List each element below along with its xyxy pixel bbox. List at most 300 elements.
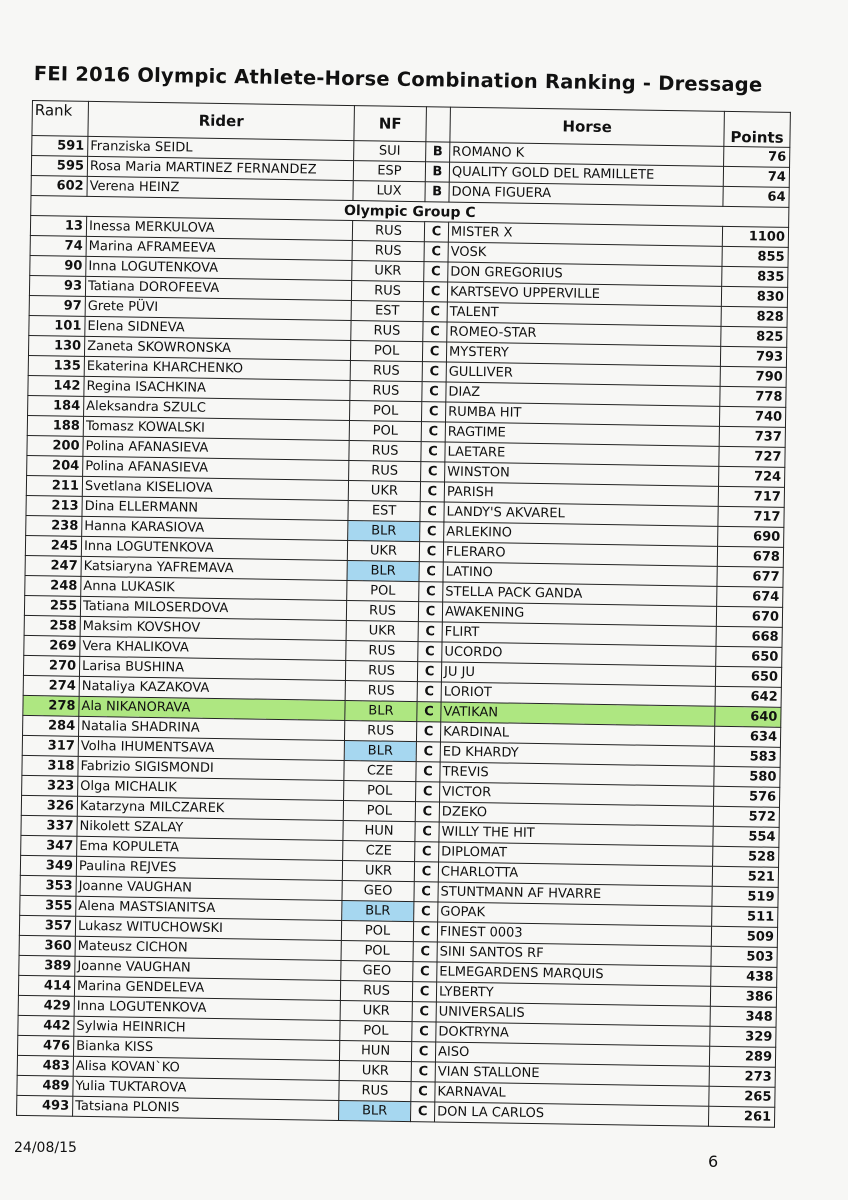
rank-cell: 414 <box>18 975 74 996</box>
rank-cell: 349 <box>20 855 76 876</box>
nf-cell: UKR <box>342 860 414 881</box>
horse-cell: DON GREGORIUS <box>448 262 722 286</box>
horse-cell: ED KHARDY <box>440 742 714 766</box>
rank-cell: 317 <box>22 735 78 756</box>
points-cell: 554 <box>713 826 779 847</box>
points-cell: 677 <box>717 566 783 587</box>
nf-cell: RUS <box>345 660 417 681</box>
nf-cell: CZE <box>343 840 415 861</box>
group-cell: C <box>418 602 442 622</box>
group-cell: C <box>415 822 439 842</box>
ranking-table <box>16 100 791 1128</box>
rank-cell: 247 <box>25 555 81 576</box>
group-cell: C <box>411 1082 435 1102</box>
group-cell: C <box>413 962 437 982</box>
rider-cell: Dina ELLERMANN <box>82 496 348 520</box>
group-c-body <box>17 215 789 1127</box>
nf-cell: POL <box>347 581 419 602</box>
points-cell: 511 <box>712 906 778 927</box>
points-cell: 670 <box>716 606 782 627</box>
rank-cell: 360 <box>19 935 75 956</box>
group-cell: C <box>422 342 446 362</box>
rider-cell: Joanne VAUGHAN <box>76 876 342 900</box>
points-cell: 717 <box>718 486 784 507</box>
rank-cell: 442 <box>18 1015 74 1036</box>
horse-cell: MISTER X <box>448 222 722 246</box>
rider-cell: Volha IHUMENTSAVA <box>78 736 344 760</box>
points-cell: 793 <box>720 346 786 367</box>
group-cell: C <box>411 1102 435 1122</box>
rank-cell: 323 <box>22 775 78 796</box>
rider-cell: Katarzyna MILCZAREK <box>77 796 343 820</box>
group-cell: C <box>420 522 444 542</box>
points-cell: 650 <box>716 646 782 667</box>
nf-cell: BLR <box>344 740 416 761</box>
rider-cell: Ema KOPULETA <box>77 836 343 860</box>
rank-cell: 355 <box>20 895 76 916</box>
rank-cell: 483 <box>17 1055 73 1076</box>
rider-cell: Nataliya KAZAKOVA <box>79 676 345 700</box>
group-cell: C <box>424 242 448 262</box>
nf-cell: LUX <box>353 181 425 202</box>
nf-cell: RUS <box>349 461 421 482</box>
group-cell: C <box>414 902 438 922</box>
rider-cell: Rosa Maria MARTINEZ FERNANDEZ <box>87 156 353 180</box>
nf-cell: GEO <box>342 880 414 901</box>
points-cell: 261 <box>708 1106 774 1127</box>
nf-cell: POL <box>340 1020 412 1041</box>
nf-cell: BLR <box>348 521 420 542</box>
horse-cell: ROMANO K <box>450 142 724 166</box>
group-cell: B <box>426 142 450 162</box>
horse-cell: QUALITY GOLD DEL RAMILLETE <box>449 162 723 186</box>
rank-cell: 602 <box>31 175 87 196</box>
points-cell: 690 <box>718 526 784 547</box>
horse-cell: FLERARO <box>443 542 717 566</box>
rider-cell: Alisa KOVAN`KO <box>73 1056 339 1080</box>
group-cell: C <box>419 562 443 582</box>
horse-cell: LANDY'S AKVAREL <box>444 502 718 526</box>
group-cell: C <box>417 682 441 702</box>
points-cell: 329 <box>710 1026 776 1047</box>
nf-cell: POL <box>341 920 413 941</box>
group-cell: C <box>419 582 443 602</box>
horse-cell: DOKTRYNA <box>436 1022 710 1046</box>
points-cell: 386 <box>710 986 776 1007</box>
group-cell: C <box>424 262 448 282</box>
horse-cell: GULLIVER <box>446 362 720 386</box>
rider-cell: Bianka KISS <box>73 1036 339 1060</box>
rider-cell: Inna LOGUTENKOVA <box>86 256 352 280</box>
group-cell: C <box>423 282 447 302</box>
nf-cell: RUS <box>349 441 421 462</box>
footer-date: 24/08/15 <box>14 1140 77 1156</box>
group-cell: C <box>412 1002 436 1022</box>
horse-cell: FLIRT <box>442 622 716 646</box>
points-cell: 790 <box>720 366 786 387</box>
rank-cell: 188 <box>27 415 83 436</box>
points-cell: 273 <box>709 1066 775 1087</box>
group-cell: C <box>411 1062 435 1082</box>
points-cell: 640 <box>715 706 781 727</box>
nf-cell: POL <box>349 421 421 442</box>
group-cell: C <box>417 662 441 682</box>
header-horse: Horse <box>450 107 725 146</box>
group-cell: C <box>412 982 436 1002</box>
nf-cell: RUS <box>351 281 423 302</box>
nf-cell: RUS <box>350 381 422 402</box>
horse-cell: VICTOR <box>440 782 714 806</box>
group-cell: C <box>411 1042 435 1062</box>
rider-cell: Grete PÜVI <box>85 296 351 320</box>
rider-cell: Joanne VAUGHAN <box>75 956 341 980</box>
rider-cell: Marina AFRAMEEVA <box>86 236 352 260</box>
nf-cell: EST <box>351 301 423 322</box>
horse-cell: PARISH <box>444 482 718 506</box>
rider-cell: Lukasz WITUCHOWSKI <box>75 916 341 940</box>
points-cell: 835 <box>722 266 788 287</box>
rank-cell: 74 <box>30 235 86 256</box>
horse-cell: DIPLOMAT <box>439 842 713 866</box>
rank-cell: 200 <box>27 435 83 456</box>
points-cell: 76 <box>724 146 790 167</box>
rider-cell: Mateusz CICHON <box>75 936 341 960</box>
rider-cell: Hanna KARASIOVA <box>82 516 348 540</box>
rank-cell: 258 <box>24 615 80 636</box>
group-cell: C <box>414 862 438 882</box>
points-cell: 572 <box>713 806 779 827</box>
rank-cell: 591 <box>32 136 88 157</box>
rank-cell: 238 <box>26 515 82 536</box>
rank-cell: 274 <box>23 675 79 696</box>
points-cell: 583 <box>714 746 780 767</box>
group-cell: C <box>420 502 444 522</box>
horse-cell: AISO <box>435 1042 709 1066</box>
rider-cell: Vera KHALIKOVA <box>80 636 346 660</box>
points-cell: 576 <box>713 786 779 807</box>
points-cell: 825 <box>721 326 787 347</box>
rider-cell: Sylwia HEINRICH <box>74 1016 340 1040</box>
rank-cell: 389 <box>19 955 75 976</box>
horse-cell: AWAKENING <box>442 602 716 626</box>
rank-cell: 135 <box>28 355 84 376</box>
page-number: 6 <box>708 1152 719 1171</box>
horse-cell: WILLY THE HIT <box>439 822 713 846</box>
horse-cell: LAETARE <box>445 442 719 466</box>
nf-cell: UKR <box>339 1060 411 1081</box>
rider-cell: Aleksandra SZULC <box>84 396 350 420</box>
nf-cell: SUI <box>354 141 426 162</box>
horse-cell: KARTSEVO UPPERVILLE <box>447 282 721 306</box>
header-nf: NF <box>354 106 427 142</box>
rider-cell: Inna LOGUTENKOVA <box>74 996 340 1020</box>
rank-cell: 90 <box>30 255 86 276</box>
points-cell: 265 <box>709 1086 775 1107</box>
points-cell: 668 <box>716 626 782 647</box>
rider-cell: Natalia SHADRINA <box>79 716 345 740</box>
horse-cell: WINSTON <box>445 462 719 486</box>
points-cell: 521 <box>712 866 778 887</box>
nf-cell: POL <box>344 780 416 801</box>
nf-cell: BLR <box>339 1100 411 1121</box>
nf-cell: RUS <box>344 720 416 741</box>
rank-cell: 595 <box>31 156 87 177</box>
rank-cell: 429 <box>18 995 74 1016</box>
points-cell: 438 <box>711 966 777 987</box>
rider-cell: Inessa MERKULOVA <box>86 216 352 240</box>
points-cell: 727 <box>719 446 785 467</box>
rank-cell: 270 <box>23 655 79 676</box>
points-cell: 674 <box>717 586 783 607</box>
nf-cell: POL <box>343 800 415 821</box>
rank-cell: 284 <box>23 715 79 736</box>
points-cell: 528 <box>713 846 779 867</box>
rider-cell: Inna LOGUTENKOVA <box>81 536 347 560</box>
header-points: Points <box>724 111 791 147</box>
rider-cell: Tatiana MILOSERDOVA <box>80 596 346 620</box>
rider-cell: Elena SIDNEVA <box>85 316 351 340</box>
rank-cell: 184 <box>28 395 84 416</box>
horse-cell: JU JU <box>441 662 715 686</box>
rider-cell: Verena HEINZ <box>87 176 353 200</box>
nf-cell: BLR <box>347 561 419 582</box>
horse-cell: STUNTMANN AF HVARRE <box>438 882 712 906</box>
nf-cell: RUS <box>345 680 417 701</box>
points-cell: 642 <box>715 686 781 707</box>
points-cell: 724 <box>719 466 785 487</box>
rank-cell: 357 <box>19 915 75 936</box>
horse-cell: LATINO <box>443 562 717 586</box>
group-cell: C <box>422 382 446 402</box>
horse-cell: SINI SANTOS RF <box>437 942 711 966</box>
nf-cell: BLR <box>345 700 417 721</box>
rank-cell: 213 <box>26 495 82 516</box>
horse-cell: LYBERTY <box>436 982 710 1006</box>
rank-cell: 476 <box>17 1035 73 1056</box>
group-cell: C <box>415 802 439 822</box>
points-cell: 740 <box>719 406 785 427</box>
nf-cell: RUS <box>351 321 423 342</box>
rank-cell: 326 <box>21 795 77 816</box>
rider-cell: Marina GENDELEVA <box>74 976 340 1000</box>
nf-cell: CZE <box>344 760 416 781</box>
nf-cell: RUS <box>352 241 424 262</box>
nf-cell: HUN <box>343 820 415 841</box>
group-cell: C <box>416 782 440 802</box>
points-cell: 634 <box>714 726 780 747</box>
nf-cell: UKR <box>340 1000 412 1021</box>
rider-cell: Svetlana KISELIOVA <box>82 476 348 500</box>
group-cell: C <box>421 442 445 462</box>
page-title: FEI 2016 Olympic Athlete-Horse Combination Ranking - Dressage <box>33 62 763 97</box>
rider-cell: Maksim KOVSHOV <box>80 616 346 640</box>
points-cell: 717 <box>718 506 784 527</box>
rank-cell: 245 <box>25 535 81 556</box>
group-cell: C <box>413 942 437 962</box>
points-cell: 74 <box>723 166 789 187</box>
group-cell: C <box>413 922 437 942</box>
nf-cell: RUS <box>350 361 422 382</box>
rider-cell: Larisa BUSHINA <box>79 656 345 680</box>
points-cell: 289 <box>709 1046 775 1067</box>
points-cell: 1100 <box>722 226 788 247</box>
rank-cell: 101 <box>29 315 85 336</box>
group-cell: C <box>421 462 445 482</box>
rank-cell: 269 <box>24 635 80 656</box>
points-cell: 678 <box>717 546 783 567</box>
horse-cell: UCORDO <box>442 642 716 666</box>
horse-cell: UNIVERSALIS <box>436 1002 710 1026</box>
points-cell: 828 <box>721 306 787 327</box>
horse-cell: KARDINAL <box>440 722 714 746</box>
nf-cell: POL <box>341 940 413 961</box>
group-cell: C <box>415 842 439 862</box>
nf-cell: HUN <box>339 1040 411 1061</box>
horse-cell: VIAN STALLONE <box>435 1062 709 1086</box>
rank-cell: 493 <box>17 1095 73 1116</box>
horse-cell: RUMBA HIT <box>445 402 719 426</box>
rank-cell: 353 <box>20 875 76 896</box>
horse-cell: LORIOT <box>441 682 715 706</box>
rank-cell: 97 <box>29 295 85 316</box>
horse-cell: CHARLOTTA <box>438 862 712 886</box>
rank-cell: 204 <box>27 455 83 476</box>
rider-cell: Zaneta SKOWRONSKA <box>84 336 350 360</box>
rank-cell: 278 <box>23 695 79 716</box>
points-cell: 509 <box>711 926 777 947</box>
horse-cell: DZEKO <box>439 802 713 826</box>
rank-cell: 318 <box>22 755 78 776</box>
nf-cell: BLR <box>342 900 414 921</box>
points-cell: 503 <box>711 946 777 967</box>
group-cell: C <box>422 362 446 382</box>
nf-cell: RUS <box>352 221 424 242</box>
rider-cell: Yulia TUKTAROVA <box>73 1076 339 1100</box>
horse-cell: KARNAVAL <box>435 1082 709 1106</box>
group-cell: C <box>412 1022 436 1042</box>
group-cell: C <box>416 742 440 762</box>
nf-cell: EST <box>348 501 420 522</box>
horse-cell: MYSTERY <box>446 342 720 366</box>
points-cell: 580 <box>714 766 780 787</box>
group-cell: B <box>425 162 449 182</box>
group-cell: C <box>419 542 443 562</box>
header-rider: Rider <box>88 101 355 140</box>
rider-cell: Paulina REJVES <box>76 856 342 880</box>
points-cell: 348 <box>710 1006 776 1027</box>
horse-cell: DONA FIGUERA <box>449 182 723 206</box>
nf-cell: RUS <box>346 640 418 661</box>
horse-cell: FINEST 0003 <box>437 922 711 946</box>
rank-cell: 347 <box>21 835 77 856</box>
rider-cell: Polina AFANASIEVA <box>83 456 349 480</box>
points-cell: 778 <box>720 386 786 407</box>
rank-cell: 255 <box>24 595 80 616</box>
horse-cell: TREVIS <box>440 762 714 786</box>
group-c-label: Olympic Group C <box>31 195 789 227</box>
rank-cell: 13 <box>30 215 86 236</box>
points-cell: 737 <box>719 426 785 447</box>
group-cell: C <box>418 622 442 642</box>
nf-cell: UKR <box>348 481 420 502</box>
nf-cell: RUS <box>339 1080 411 1101</box>
horse-cell: STELLA PACK GANDA <box>443 582 717 606</box>
horse-cell: ELMEGARDENS MARQUIS <box>437 962 711 986</box>
points-cell: 855 <box>722 246 788 267</box>
rider-cell: Tomasz KOWALSKI <box>83 416 349 440</box>
rider-cell: Katsiaryna YAFREMAVA <box>81 556 347 580</box>
rank-cell: 93 <box>29 275 85 296</box>
rank-cell: 211 <box>26 475 82 496</box>
rank-cell: 142 <box>28 375 84 396</box>
nf-cell: POL <box>350 341 422 362</box>
group-cell: C <box>423 302 447 322</box>
horse-cell: GOPAK <box>438 902 712 926</box>
points-cell: 650 <box>715 666 781 687</box>
nf-cell: RUS <box>340 980 412 1001</box>
nf-cell: ESP <box>353 161 425 182</box>
rider-cell: Alena MASTSIANITSA <box>76 896 342 920</box>
points-cell: 830 <box>721 286 787 307</box>
group-cell: C <box>423 322 447 342</box>
nf-cell: UKR <box>347 541 419 562</box>
horse-cell: VOSK <box>448 242 722 266</box>
nf-cell: RUS <box>346 601 418 622</box>
rider-cell: Tatiana DOROFEEVA <box>85 276 351 300</box>
group-cell: C <box>414 882 438 902</box>
group-cell: C <box>424 222 448 242</box>
group-cell: C <box>421 422 445 442</box>
horse-cell: ARLEKINO <box>444 522 718 546</box>
group-cell: C <box>420 482 444 502</box>
rider-cell: Olga MICHALIK <box>78 776 344 800</box>
group-cell: C <box>417 702 441 722</box>
ranking-sheet <box>16 100 792 1128</box>
points-cell: 519 <box>712 886 778 907</box>
rider-cell: Polina AFANASIEVA <box>83 436 349 460</box>
rider-cell: Tatsiana PLONIS <box>73 1096 339 1120</box>
header-group <box>426 107 451 142</box>
rider-cell: Nikolett SZALAY <box>77 816 343 840</box>
horse-cell: RAGTIME <box>445 422 719 446</box>
nf-cell: POL <box>350 401 422 422</box>
group-cell: C <box>416 722 440 742</box>
horse-cell: VATIKAN <box>441 702 715 726</box>
nf-cell: GEO <box>341 960 413 981</box>
rider-cell: Ekaterina KHARCHENKO <box>84 356 350 380</box>
horse-cell: TALENT <box>447 302 721 326</box>
rider-cell: Anna LUKASIK <box>81 576 347 600</box>
nf-cell: UKR <box>346 621 418 642</box>
rank-cell: 337 <box>21 815 77 836</box>
header-rank: Rank <box>32 101 89 137</box>
rider-cell: Fabrizio SIGISMONDI <box>78 756 344 780</box>
rank-cell: 248 <box>25 575 81 596</box>
rider-cell: Franziska SEIDL <box>88 136 354 160</box>
group-cell: C <box>416 762 440 782</box>
rider-cell: Ala NIKANORAVA <box>79 696 345 720</box>
rank-cell: 489 <box>17 1075 73 1096</box>
rider-cell: Regina ISACHKINA <box>84 376 350 400</box>
horse-cell: ROMEO-STAR <box>447 322 721 346</box>
group-cell: B <box>425 182 449 202</box>
rank-cell: 130 <box>28 335 84 356</box>
horse-cell: DON LA CARLOS <box>434 1102 708 1126</box>
group-cell: C <box>418 642 442 662</box>
nf-cell: UKR <box>352 261 424 282</box>
group-cell: C <box>421 402 445 422</box>
horse-cell: DIAZ <box>446 382 720 406</box>
